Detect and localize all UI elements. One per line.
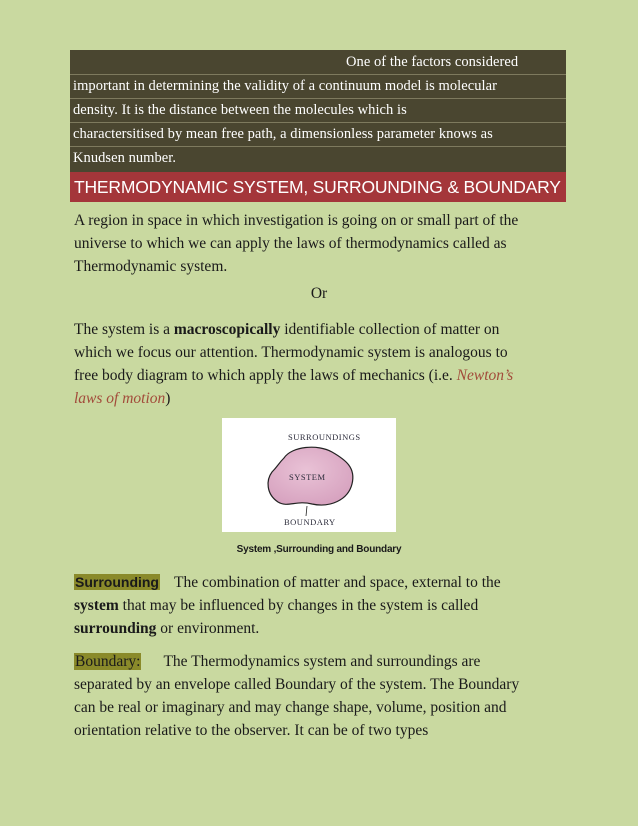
text-fragment: The combination of matter and space, external to the: [174, 574, 501, 591]
newtons-laws-link[interactable]: Newton’s: [456, 367, 514, 384]
system-diagram: [222, 418, 396, 532]
text-fragment: The Thermodynamics system and surroundings are: [163, 653, 481, 670]
paragraph-macroscopic: [74, 318, 574, 410]
intro-line: Knudsen number.: [73, 150, 177, 166]
intro-box: [70, 50, 566, 172]
text-fragment: or environment.: [156, 620, 260, 637]
intro-line: One of the factors considered: [70, 50, 566, 75]
boundary-label: BOUNDARY: [284, 517, 336, 527]
or-separator: Or: [310, 285, 328, 302]
boundary-term: Boundary:: [75, 653, 141, 670]
boundary-pointer: [306, 506, 307, 516]
paragraph-definition: [74, 209, 574, 278]
newtons-laws-link[interactable]: laws of motion: [74, 390, 166, 407]
paragraph-surrounding: [74, 571, 574, 640]
bold-term: system: [74, 597, 119, 614]
bold-term: surrounding: [74, 620, 157, 637]
text-line: Thermodynamic system.: [74, 258, 228, 275]
text-fragment: free body diagram to which apply the laws of mechanics (i.e.: [74, 367, 457, 384]
figure-caption: System ,Surrounding and Boundary: [236, 544, 402, 555]
text-line: A region in space in which investigation is going on or small part of the: [74, 212, 519, 229]
bold-term: macroscopically: [173, 321, 281, 338]
text-fragment: The system is a: [74, 321, 174, 338]
intro-line: important in determining the validity of a continuum model is molecular: [70, 74, 566, 99]
text-fragment: ): [165, 390, 171, 407]
text-line: orientation relative to the observer. It can be of two types: [74, 722, 429, 739]
intro-line: density. It is the distance between the molecules which is: [70, 98, 566, 123]
surrounding-term: Surrounding: [75, 574, 159, 590]
text-line: can be real or imaginary and may change shape, volume, position and: [74, 699, 507, 716]
paragraph-boundary: [74, 650, 574, 742]
system-diagram-svg: [222, 418, 396, 532]
surroundings-label: SURROUNDINGS: [288, 432, 361, 442]
section-heading: THERMODYNAMIC SYSTEM, SURROUNDING & BOUNDARY: [70, 172, 566, 202]
text-fragment: that may be influenced by changes in the system is called: [118, 597, 479, 614]
text-line: universe to which we can apply the laws of thermodynamics called as: [74, 235, 507, 252]
text-line: separated by an envelope called Boundary of the system. The Boundary: [74, 676, 520, 693]
intro-line: charactersitised by mean free path, a dimensionless parameter knows as: [70, 122, 566, 147]
text-line: which we focus our attention. Thermodynamic system is analogous to: [74, 344, 508, 361]
system-label: SYSTEM: [289, 472, 326, 482]
text-fragment: identifiable collection of matter on: [280, 321, 500, 338]
